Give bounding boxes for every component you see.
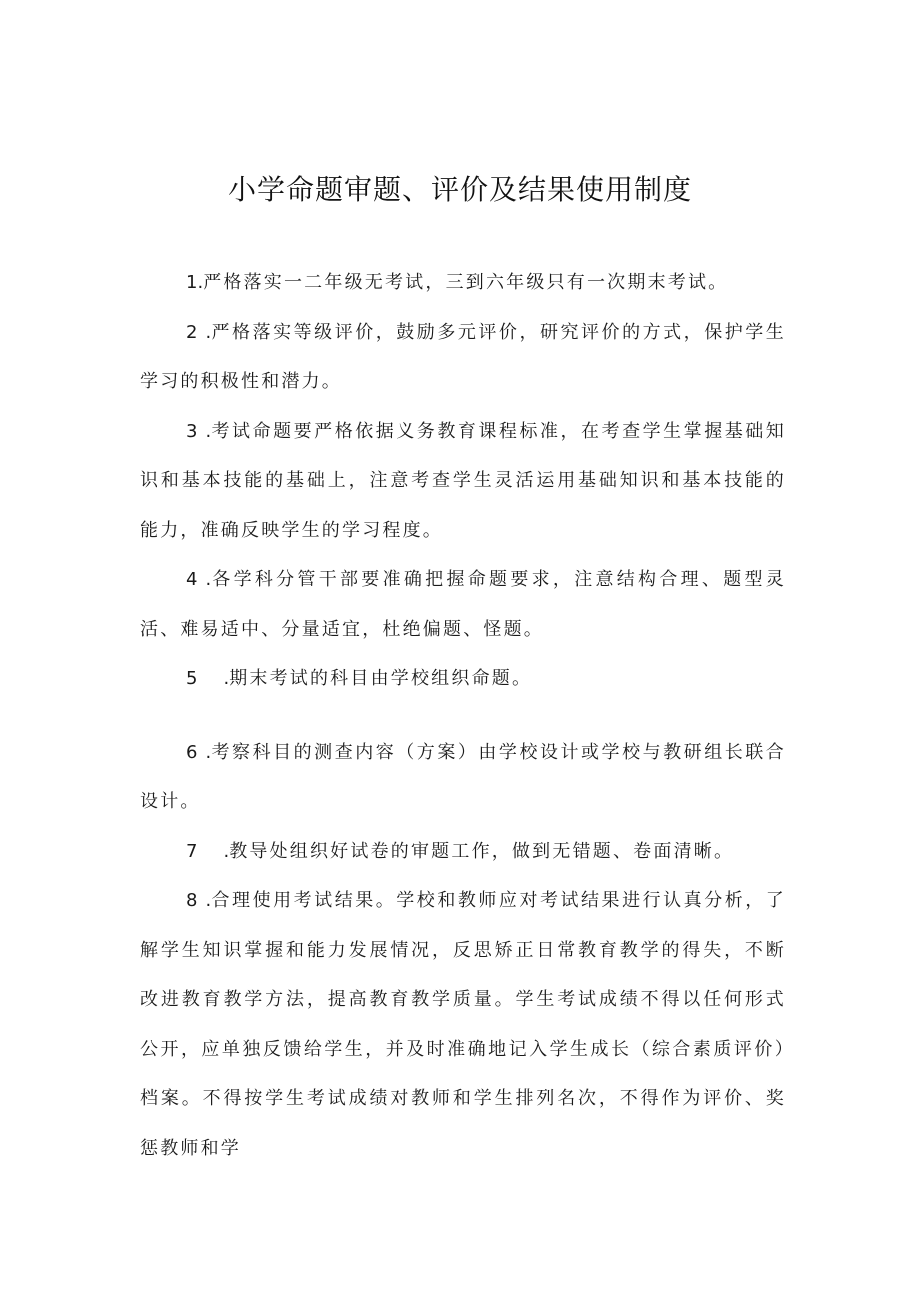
paragraph-text: 考察科目的测查内容（方案）由学校设计或学校与教研组长联合设计。 <box>140 741 786 812</box>
paragraph-number: 3 <box>186 420 198 442</box>
paragraph-1 <box>140 258 786 308</box>
document-body <box>140 258 786 1173</box>
paragraph-number: 7 <box>186 840 198 862</box>
paragraph-number: 4 <box>186 569 198 590</box>
paragraph-6 <box>140 728 786 827</box>
paragraph-dot: . <box>223 668 230 689</box>
paragraph-5 <box>140 654 786 704</box>
paragraph-dot: . <box>205 569 212 590</box>
paragraph-text: 考试命题要严格依据义务教育课程标准，在考查学生掌握基础知识和基本技能的基础上，注意考查学生灵活运用基础知识和基本技能的能力，准确反映学生的学习程度。 <box>140 420 786 541</box>
paragraph-8 <box>140 876 786 1173</box>
paragraph-number: 1. <box>186 272 204 293</box>
paragraph-number: 6 <box>186 741 198 763</box>
paragraph-dot: . <box>205 321 212 343</box>
paragraph-7 <box>140 827 786 877</box>
paragraph-4 <box>140 555 786 654</box>
paragraph-3 <box>140 407 786 556</box>
paragraph-number: 2 <box>186 321 198 343</box>
paragraph-2 <box>140 308 786 407</box>
paragraph-number: 5 <box>186 668 198 689</box>
paragraph-text: 合理使用考试结果。学校和教师应对考试结果进行认真分析，了解学生知识掌握和能力发展情况，反思矫正日常教育教学的得失，不断改进教育教学方法，提高教育教学质量。学生考试成绩不得以任何形式公开，应单独反馈给学生，并及时准确地记入学生成长（综合素质评价）档案。不得按学生考试成绩对教师和学生排列名次，不得作为评价、奖惩教师和学 <box>140 890 786 1159</box>
paragraph-text: 期末考试的科目由学校组织命题。 <box>229 668 533 689</box>
paragraph-dot: . <box>205 420 212 442</box>
paragraph-text: 教导处组织好试卷的审题工作，做到无错题、卷面清晰。 <box>229 840 735 862</box>
paragraph-text: 各学科分管干部要准确把握命题要求，注意结构合理、题型灵活、难易适中、分量适宜，杜绝偏题、怪题。 <box>140 569 786 640</box>
paragraph-dot: . <box>205 741 212 763</box>
paragraph-dot: . <box>205 890 212 911</box>
paragraph-dot: . <box>223 840 230 862</box>
paragraph-number: 8 <box>186 890 198 911</box>
document-title: 小学命题审题、评价及结果使用制度 <box>227 173 692 206</box>
paragraph-text: 严格落实等级评价，鼓励多元评价，研究评价的方式，保护学生学习的积极性和潜力。 <box>140 321 786 392</box>
paragraph-spacer <box>140 704 786 728</box>
paragraph-text: 严格落实一二年级无考试，三到六年级只有一次期末考试。 <box>203 272 729 293</box>
